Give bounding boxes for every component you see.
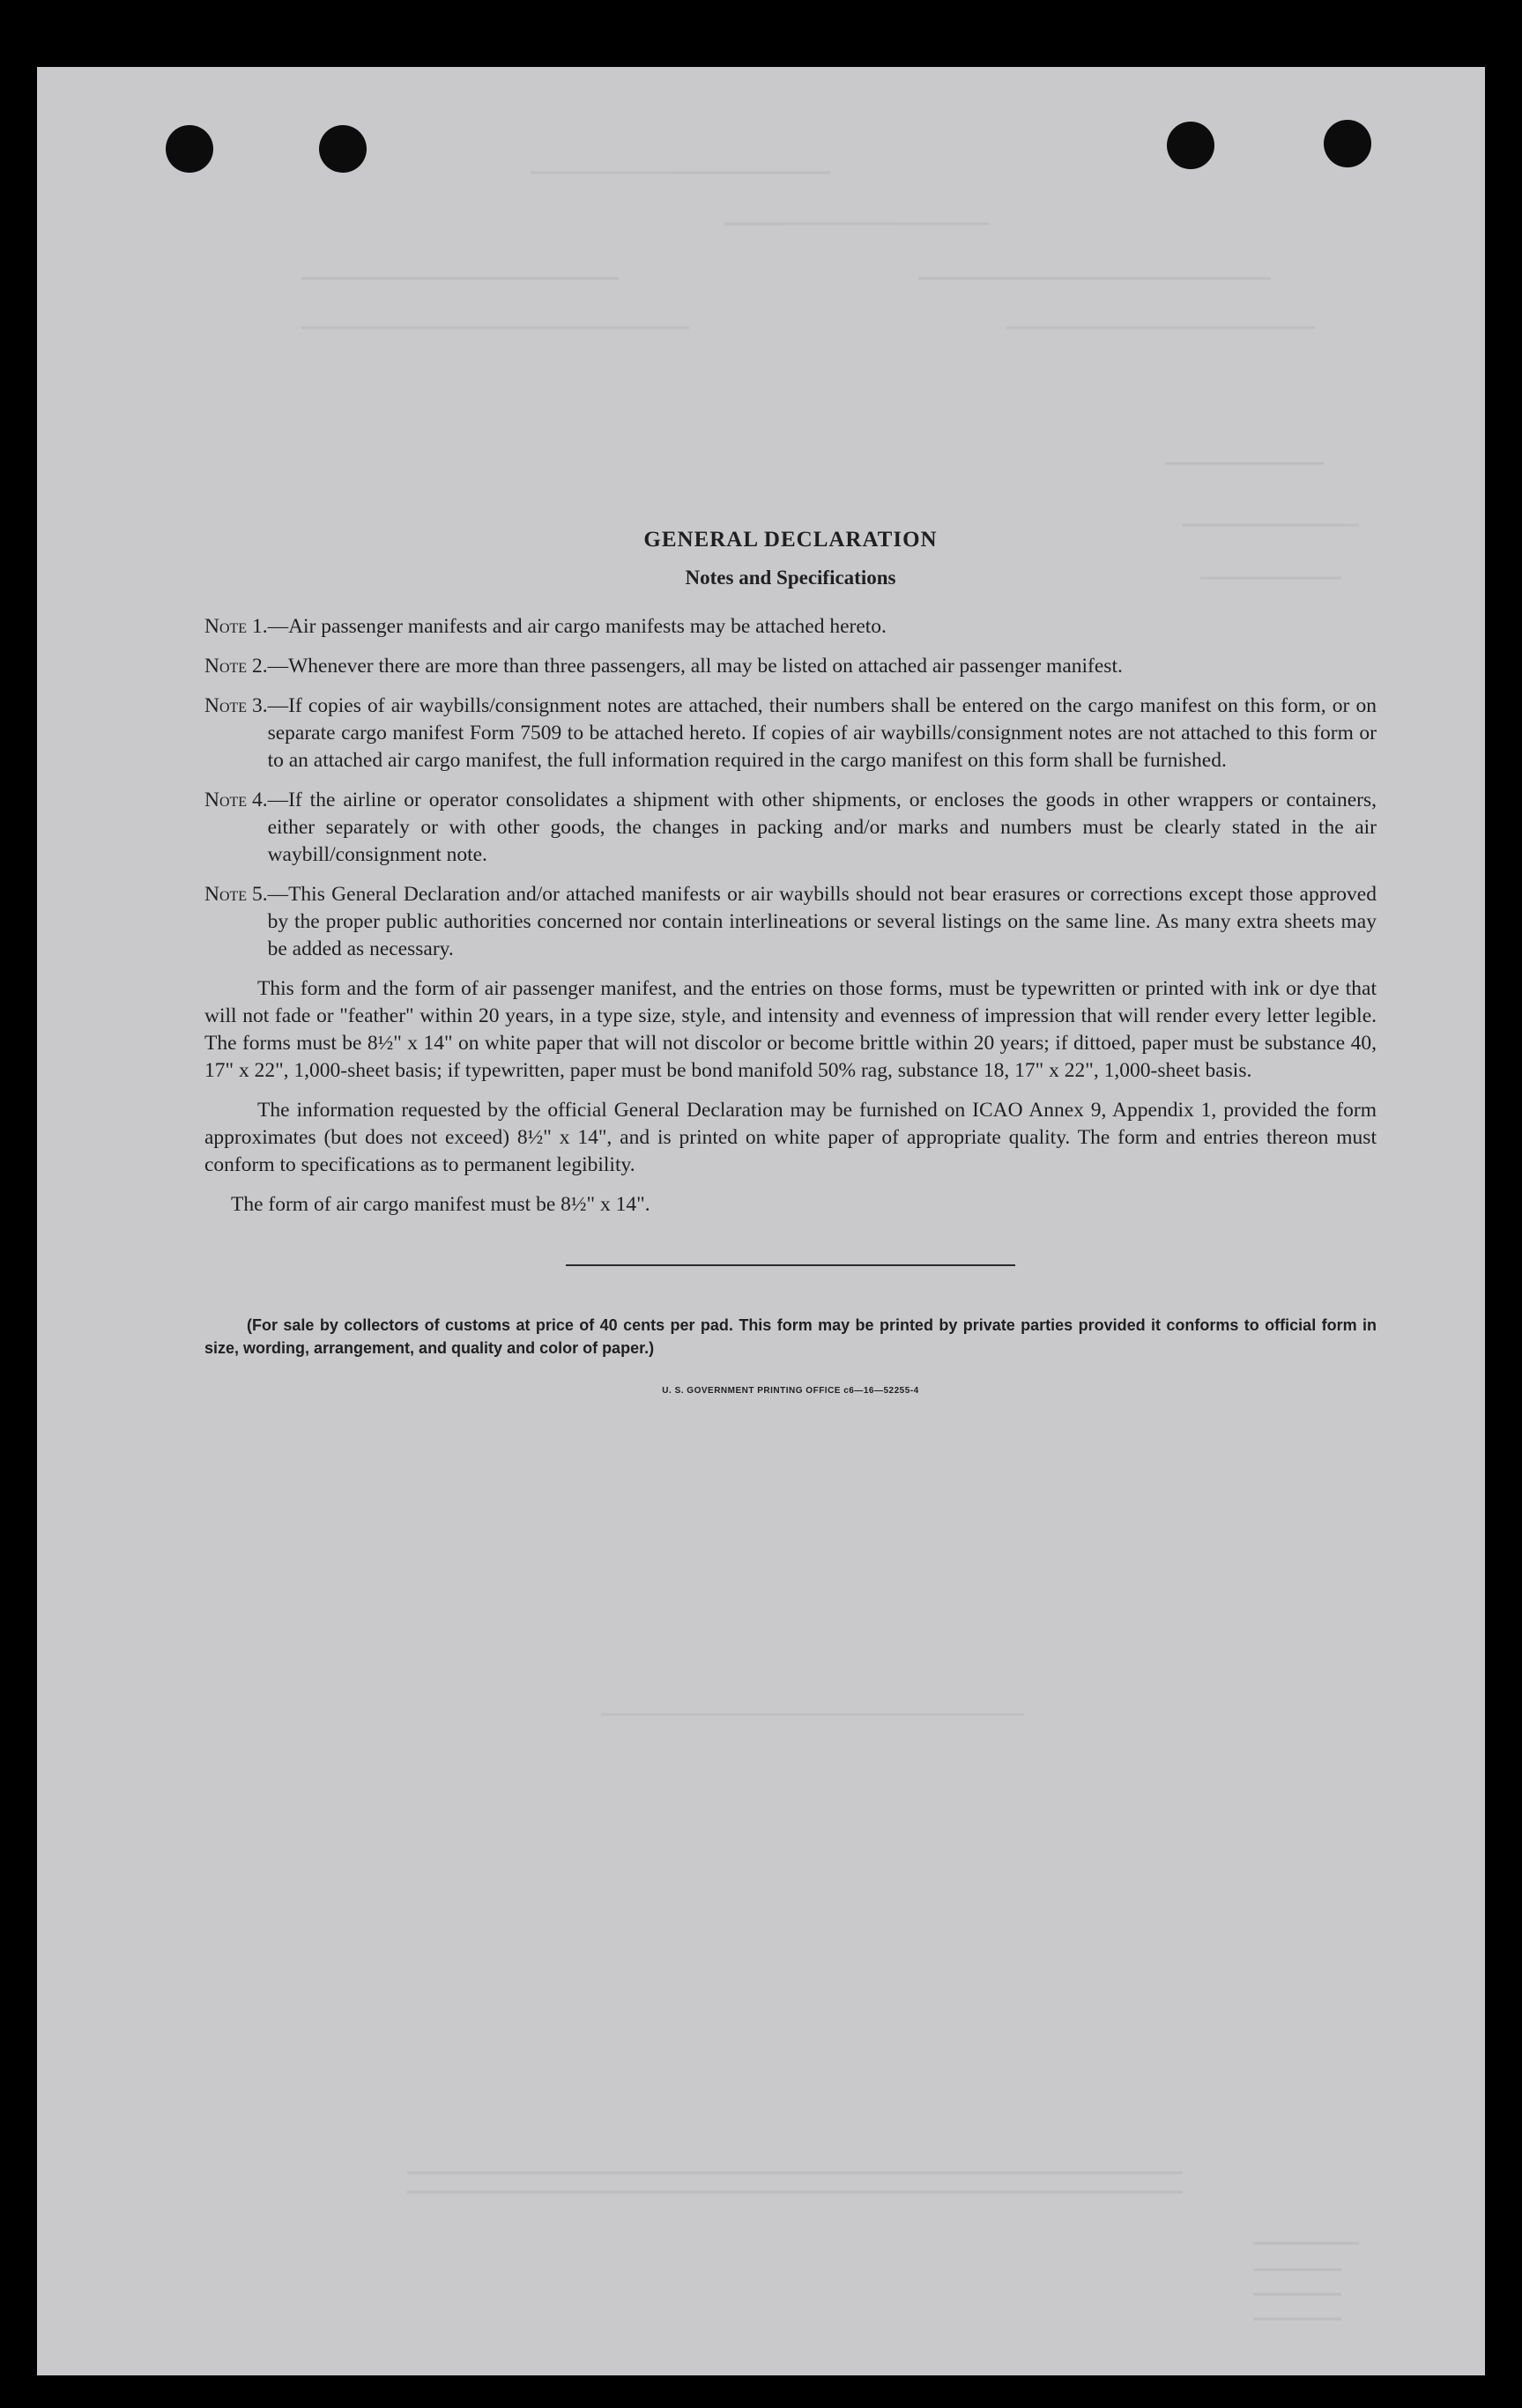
printer-line: U. S. GOVERNMENT PRINTING OFFICE c6—16—52255-4	[662, 1386, 919, 1396]
paragraph-legibility: This form and the form of air passenger manifest, and the entries on those forms, must be typewritten or printed with ink or dye that will not fade or "feather" within 20 years, in a type size, style, and intensity and evenness of impression that will render every letter legible. The forms must be 8½" x 14" on white paper that will not discolor or become brittle within 20 years; if dittoed, paper must be substance 40, 17" x 22", 1,000-sheet basis; if typewritten, paper must be bond manifold 50% rag, substance 18, 17" x 22", 1,000-sheet basis.	[204, 977, 1377, 1082]
note-text: —Air passenger manifests and air cargo manifests may be attached hereto.	[267, 615, 887, 638]
note-text: —Whenever there are more than three passengers, all may be listed on attached air passenger manifest.	[267, 655, 1123, 678]
note-1	[204, 613, 1377, 641]
note-label: Note 4.	[204, 789, 268, 811]
page-subtitle: Notes and Specifications	[685, 567, 896, 589]
note-4	[204, 787, 1377, 869]
note-text: —If copies of air waybills/consignment notes are attached, their numbers shall be entered on the cargo manifest on this form, or on separate cargo manifest Form 7509 to be attached hereto. If copies of air waybills/consignment notes are not attached to this form or to an attached air cargo manifest, the full information required in the cargo manifest on this form shall be furnished.	[267, 694, 1377, 772]
declaration-content	[204, 525, 1377, 1396]
note-text: —If the airline or operator consolidates a shipment with other shipments, or encloses the goods in other wrappers or containers, either separately or with other goods, the changes in packing and/or marks and numbers must be clearly stated in the air waybill/consignment note.	[267, 789, 1377, 866]
paragraph-icao: The information requested by the official General Declaration may be furnished on ICAO Annex 9, Appendix 1, provided the form approximates (but does not exceed) 8½" x 14", and is printed on white paper of appropriate quality. The form and entries thereon must conform to specifications as to permanent legibility.	[204, 1099, 1377, 1176]
paragraph-cargo-size: The form of air cargo manifest must be 8½" x 14".	[231, 1193, 650, 1216]
sale-notice: (For sale by collectors of customs at price of 40 cents per pad. This form may be printed by private parties provided it conforms to official form in size, wording, arrangement, and quality and color of paper.)	[204, 1316, 1377, 1357]
note-label: Note 1.	[204, 615, 268, 638]
divider	[566, 1264, 1015, 1266]
note-label: Note 2.	[204, 655, 268, 678]
note-label: Note 3.	[204, 694, 268, 717]
page-title: GENERAL DECLARATION	[643, 528, 938, 552]
note-label: Note 5.	[204, 883, 268, 906]
document-page	[37, 67, 1485, 2375]
note-3	[204, 693, 1377, 774]
note-2	[204, 653, 1377, 680]
note-5	[204, 881, 1377, 963]
note-text: —This General Declaration and/or attached manifests or air waybills should not bear erasures or corrections except those approved by the proper public authorities concerned nor contain interlineations or several listings on the same line. As many extra sheets may be added as necessary.	[267, 883, 1377, 960]
